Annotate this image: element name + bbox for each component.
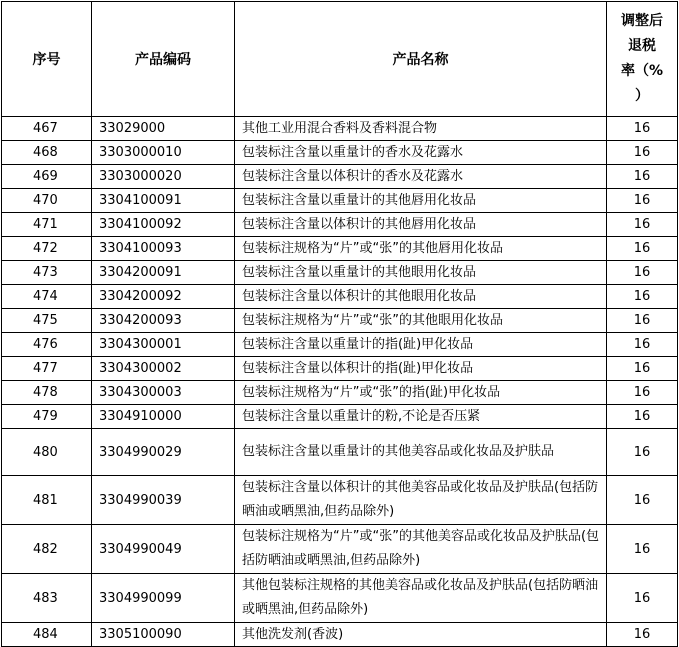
row-name: 包装标注含量以体积计的其他唇用化妆品 xyxy=(235,213,607,237)
row-rate: 16 xyxy=(607,309,678,333)
table-row xyxy=(2,357,678,381)
row-seq: 467 xyxy=(2,117,92,141)
row-name: 包装标注含量以重量计的粉,不论是否压紧 xyxy=(235,405,607,429)
row-seq: 484 xyxy=(2,623,92,647)
header-name: 产品名称 xyxy=(235,2,607,117)
row-rate: 16 xyxy=(607,165,678,189)
header-rate-line: 率（% xyxy=(620,63,664,79)
table-row xyxy=(2,285,678,309)
row-code: 3303000010 xyxy=(92,141,235,165)
row-name: 其他包装标注规格的其他美容品或化妆品及护肤品(包括防晒油或晒黑油,但药品除外) xyxy=(235,574,607,623)
row-name: 包装标注含量以重量计的指(趾)甲化妆品 xyxy=(235,333,607,357)
row-rate: 16 xyxy=(607,525,678,574)
row-rate: 16 xyxy=(607,623,678,647)
table-row xyxy=(2,333,678,357)
header-code: 产品编码 xyxy=(92,2,235,117)
row-code: 3304200093 xyxy=(92,309,235,333)
table-row xyxy=(2,189,678,213)
row-seq: 476 xyxy=(2,333,92,357)
row-rate: 16 xyxy=(607,237,678,261)
row-name: 包装标注规格为“片”或“张”的指(趾)甲化妆品 xyxy=(235,381,607,405)
row-code: 3304100091 xyxy=(92,189,235,213)
table-row xyxy=(2,525,678,574)
row-rate: 16 xyxy=(607,476,678,525)
table-row xyxy=(2,165,678,189)
table-row xyxy=(2,574,678,623)
row-code: 3304300002 xyxy=(92,357,235,381)
row-rate: 16 xyxy=(607,141,678,165)
row-code: 33029000 xyxy=(92,117,235,141)
table-row xyxy=(2,476,678,525)
row-seq: 479 xyxy=(2,405,92,429)
row-rate: 16 xyxy=(607,285,678,309)
row-name: 包装标注含量以重量计的其他眼用化妆品 xyxy=(235,261,607,285)
row-rate: 16 xyxy=(607,189,678,213)
table-row xyxy=(2,141,678,165)
row-name: 其他工业用混合香料及香料混合物 xyxy=(235,117,607,141)
row-code: 3304990029 xyxy=(92,429,235,476)
row-rate: 16 xyxy=(607,429,678,476)
row-name: 包装标注含量以体积计的指(趾)甲化妆品 xyxy=(235,357,607,381)
row-rate: 16 xyxy=(607,261,678,285)
row-seq: 481 xyxy=(2,476,92,525)
row-seq: 470 xyxy=(2,189,92,213)
row-seq: 468 xyxy=(2,141,92,165)
row-name: 包装标注含量以重量计的其他美容品或化妆品及护肤品 xyxy=(235,429,607,476)
table-row xyxy=(2,429,678,476)
row-code: 3304300001 xyxy=(92,333,235,357)
row-name: 其他洗发剂(香波) xyxy=(235,623,607,647)
table-row xyxy=(2,117,678,141)
row-seq: 472 xyxy=(2,237,92,261)
row-code: 3304990099 xyxy=(92,574,235,623)
row-name: 包装标注含量以体积计的其他眼用化妆品 xyxy=(235,285,607,309)
row-seq: 483 xyxy=(2,574,92,623)
table-row xyxy=(2,405,678,429)
row-rate: 16 xyxy=(607,405,678,429)
header-rate-line: 退税 xyxy=(628,38,656,54)
row-seq: 469 xyxy=(2,165,92,189)
row-seq: 477 xyxy=(2,357,92,381)
row-name: 包装标注含量以重量计的其他唇用化妆品 xyxy=(235,189,607,213)
row-code: 3304100092 xyxy=(92,213,235,237)
row-name: 包装标注含量以体积计的其他美容品或化妆品及护肤品(包括防晒油或晒黑油,但药品除外) xyxy=(235,476,607,525)
row-name: 包装标注含量以体积计的香水及花露水 xyxy=(235,165,607,189)
header-rate xyxy=(607,2,678,117)
table-row xyxy=(2,261,678,285)
table-header-row xyxy=(2,2,678,117)
row-code: 3304300003 xyxy=(92,381,235,405)
row-rate: 16 xyxy=(607,381,678,405)
row-code: 3305100090 xyxy=(92,623,235,647)
row-code: 3304200092 xyxy=(92,285,235,309)
row-rate: 16 xyxy=(607,117,678,141)
row-code: 3303000020 xyxy=(92,165,235,189)
table-row xyxy=(2,381,678,405)
row-code: 3304200091 xyxy=(92,261,235,285)
row-name: 包装标注规格为“片”或“张”的其他美容品或化妆品及护肤品(包括防晒油或晒黑油,但药品除外) xyxy=(235,525,607,574)
table-row xyxy=(2,309,678,333)
table-row xyxy=(2,237,678,261)
row-rate: 16 xyxy=(607,333,678,357)
table-body xyxy=(2,117,678,647)
row-seq: 473 xyxy=(2,261,92,285)
row-rate: 16 xyxy=(607,574,678,623)
row-seq: 478 xyxy=(2,381,92,405)
row-seq: 471 xyxy=(2,213,92,237)
row-rate: 16 xyxy=(607,213,678,237)
row-code: 3304910000 xyxy=(92,405,235,429)
row-code: 3304100093 xyxy=(92,237,235,261)
row-seq: 474 xyxy=(2,285,92,309)
row-seq: 482 xyxy=(2,525,92,574)
table-row xyxy=(2,213,678,237)
row-rate: 16 xyxy=(607,357,678,381)
header-seq: 序号 xyxy=(2,2,92,117)
row-name: 包装标注含量以重量计的香水及花露水 xyxy=(235,141,607,165)
row-code: 3304990049 xyxy=(92,525,235,574)
row-seq: 475 xyxy=(2,309,92,333)
header-rate-line: 调整后 xyxy=(621,13,663,29)
header-rate-line: ） xyxy=(635,88,649,104)
row-name: 包装标注规格为“片”或“张”的其他唇用化妆品 xyxy=(235,237,607,261)
row-seq: 480 xyxy=(2,429,92,476)
tax-refund-rate-table xyxy=(1,1,678,647)
row-name: 包装标注规格为“片”或“张”的其他眼用化妆品 xyxy=(235,309,607,333)
row-code: 3304990039 xyxy=(92,476,235,525)
